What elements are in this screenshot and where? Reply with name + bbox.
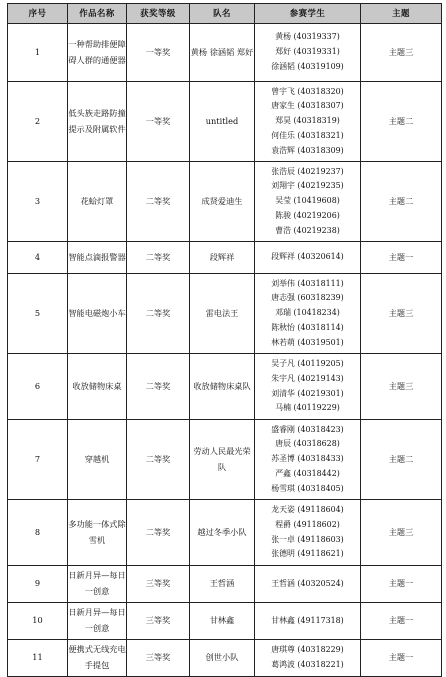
row-work-name: 便携式无线充电手提包 [68, 640, 127, 677]
row-index: 10 [8, 603, 68, 640]
row-award-level: 二等奖 [127, 242, 190, 274]
member-entry: 唐辰 (40318628) [275, 439, 340, 449]
row-team-name: untitled [190, 82, 255, 162]
row-index: 7 [8, 420, 68, 500]
member-entry: 葛鸿波 (40318221) [271, 660, 344, 669]
table-row [8, 500, 442, 566]
table-row [8, 82, 442, 162]
member-entry: 袁浩辉 (40318309) [271, 145, 344, 155]
row-index: 9 [8, 566, 68, 603]
member-entry: 刘清华 (40219301) [271, 388, 344, 398]
row-work-name: 一种帮助排便障碍人群的通便器 [68, 24, 127, 82]
header-members: 参赛学生 [255, 4, 361, 24]
table-row [8, 242, 442, 274]
header-index: 序号 [8, 4, 68, 24]
member-entry: 苏圣博 (40318433) [271, 454, 344, 464]
row-members [255, 274, 361, 354]
header-award-level: 获奖等级 [127, 4, 190, 24]
row-theme: 主题三 [361, 500, 442, 566]
row-work-name: 穿越机 [68, 420, 127, 500]
row-work-name: 收放储物床桌 [68, 354, 127, 420]
row-work-name: 多功能一体式除雪机 [68, 500, 127, 566]
row-award-level: 二等奖 [127, 500, 190, 566]
member-entry: 郑昊 (40318319) [275, 116, 340, 126]
member-entry: 甘林鑫 (49117318) [271, 615, 344, 625]
member-entry: 马楠 (40119229) [275, 403, 340, 413]
row-members [255, 354, 361, 420]
row-team-name: 成贤爱迪生 [190, 162, 255, 242]
member-entry: 黄杨 (40319337) [275, 32, 340, 42]
row-team-name: 甘林鑫 [190, 603, 255, 640]
row-work-name: 花蛤灯罩 [68, 162, 127, 242]
row-theme: 主题二 [361, 162, 442, 242]
member-entry: 郑好 (40319331) [275, 47, 340, 57]
row-members [255, 24, 361, 82]
member-entry: 唐家生 (40318307) [271, 101, 344, 111]
row-members [255, 566, 361, 603]
header-work-name: 作品名称 [68, 4, 127, 24]
row-theme: 主题一 [361, 603, 442, 640]
row-members [255, 82, 361, 162]
row-members [255, 420, 361, 500]
member-entry: 刘举伟 (40318111) [271, 278, 344, 288]
table-row [8, 354, 442, 420]
header-team-name: 队名 [190, 4, 255, 24]
member-entry: 张浩辰 (40219237) [271, 166, 344, 176]
row-award-level: 二等奖 [127, 420, 190, 500]
row-members [255, 162, 361, 242]
row-theme: 主题一 [361, 566, 442, 603]
row-theme: 主题三 [361, 354, 442, 420]
awards-table [7, 3, 442, 677]
member-entry: 曹浩 (40219238) [275, 225, 340, 235]
row-work-name: 智能点滴报警器 [68, 242, 127, 274]
member-entry: 段辉祥 (40320614) [271, 252, 344, 262]
member-entry: 张一卓 (49118603) [271, 534, 344, 544]
row-award-level: 二等奖 [127, 162, 190, 242]
member-entry: 陈骏 (40219206) [275, 210, 340, 220]
member-entry: 刘翔宇 (40219235) [271, 181, 344, 191]
row-team-name: 黄杨 徐涵韬 郑好 [190, 24, 255, 82]
row-award-level: 三等奖 [127, 640, 190, 677]
row-index: 11 [8, 640, 68, 677]
member-entry: 陈秋怡 (40318114) [271, 322, 344, 332]
row-theme: 主题二 [361, 82, 442, 162]
member-entry: 杨雪琪 (40318405) [271, 483, 344, 493]
table-row [8, 274, 442, 354]
row-work-name: 低头族走路防撞提示及附属软件 [68, 82, 127, 162]
member-entry: 曾宇飞 (40318320) [271, 86, 344, 96]
row-award-level: 一等奖 [127, 24, 190, 82]
member-entry: 唐琪尊 (40318229) [271, 645, 344, 655]
row-members [255, 242, 361, 274]
row-team-name: 段辉祥 [190, 242, 255, 274]
row-team-name: 越过冬季小队 [190, 500, 255, 566]
row-index: 3 [8, 162, 68, 242]
row-theme: 主题三 [361, 274, 442, 354]
header-theme: 主题 [361, 4, 442, 24]
row-index: 6 [8, 354, 68, 420]
member-entry: 吴莹 (10419608) [275, 196, 340, 206]
row-award-level: 一等奖 [127, 82, 190, 162]
row-team-name: 王哲涵 [190, 566, 255, 603]
table-row [8, 162, 442, 242]
row-members [255, 640, 361, 677]
member-entry: 唐志强 (60318239) [271, 293, 344, 303]
member-entry: 徐涵韬 (40319109) [271, 61, 344, 71]
row-theme: 主题三 [361, 24, 442, 82]
table-row [8, 420, 442, 500]
row-members [255, 500, 361, 566]
row-theme: 主题一 [361, 242, 442, 274]
row-index: 5 [8, 274, 68, 354]
row-work-name: 日新月异—每日一创意 [68, 603, 127, 640]
row-index: 1 [8, 24, 68, 82]
row-award-level: 三等奖 [127, 603, 190, 640]
member-entry: 盛睿刚 (40318423) [271, 424, 344, 434]
table-row [8, 603, 442, 640]
header-row [8, 4, 442, 24]
table-row [8, 640, 442, 677]
row-theme: 主题二 [361, 420, 442, 500]
row-award-level: 二等奖 [127, 274, 190, 354]
row-theme: 主题一 [361, 640, 442, 677]
member-entry: 朱宇凡 (40219143) [271, 373, 344, 383]
row-award-level: 二等奖 [127, 354, 190, 420]
member-entry: 严鑫 (40318442) [275, 468, 340, 478]
table-row [8, 24, 442, 82]
row-index: 2 [8, 82, 68, 162]
row-work-name: 日新月异—每日一创意 [68, 566, 127, 603]
member-entry: 林若萌 (40319501) [271, 337, 344, 347]
row-members [255, 603, 361, 640]
row-index: 4 [8, 242, 68, 274]
row-team-name: 创世小队 [190, 640, 255, 677]
member-entry: 何佳乐 (40318321) [271, 130, 344, 140]
row-index: 8 [8, 500, 68, 566]
row-work-name: 智能电磁炮小车 [68, 274, 127, 354]
member-entry: 张德明 (49118621) [271, 549, 344, 559]
row-team-name: 雷电法王 [190, 274, 255, 354]
row-team-name: 收放储物床桌队 [190, 354, 255, 420]
member-entry: 吴子凡 (40119205) [271, 358, 344, 368]
member-entry: 邓瑞 (10418234) [275, 308, 340, 318]
row-award-level: 三等奖 [127, 566, 190, 603]
member-entry: 程爵 (49118602) [275, 519, 340, 529]
row-team-name: 劳动人民最光荣队 [190, 420, 255, 500]
member-entry: 龙天姿 (49118604) [271, 504, 344, 514]
member-entry: 王哲涵 (40320524) [271, 578, 344, 588]
table-row [8, 566, 442, 603]
